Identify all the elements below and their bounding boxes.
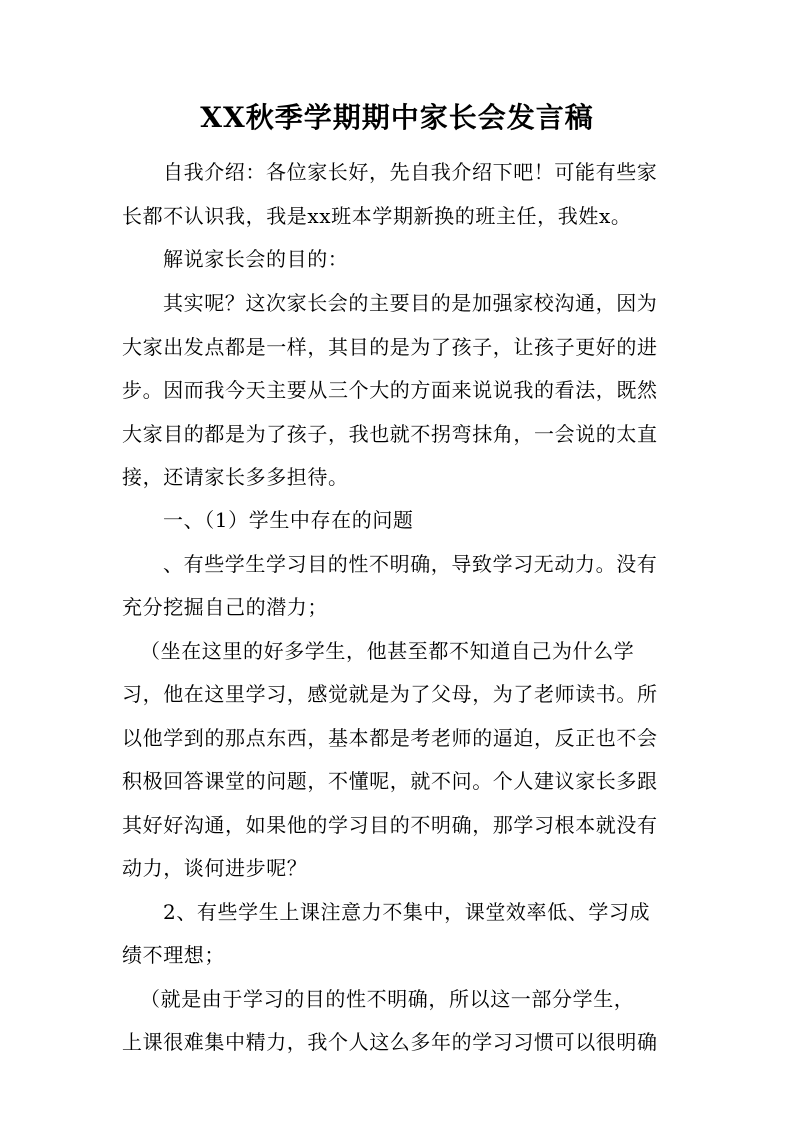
paragraph-line: （坐在这里的好多学生，他甚至都不知道自己为什么学 <box>140 639 635 663</box>
page-title: XX秋季学期期中家长会发言稿 <box>200 101 594 134</box>
paragraph-line: 大家目的都是为了孩子，我也就不拐弯抹角，一会说的太直 <box>122 422 658 446</box>
paragraph-line: 其好好沟通，如果他的学习目的不明确，那学习根本就没有 <box>122 813 658 837</box>
paragraph-line: 自我介绍：各位家长好，先自我介绍下吧！可能有些家 <box>163 160 658 184</box>
paragraph-line: 2、有些学生上课注意力不集中，课堂效率低、学习成 <box>163 900 651 924</box>
paragraph-line: 解说家长会的目的： <box>163 247 349 271</box>
paragraph-line: 积极回答课堂的问题，不懂呢，就不问。个人建议家长多跟 <box>122 769 658 793</box>
paragraph-line: 、有些学生学习目的性不明确，导致学习无动力。没有 <box>163 552 658 576</box>
paragraph-line: 习，他在这里学习，感觉就是为了父母，为了老师读书。所 <box>122 682 658 706</box>
paragraph-line: 步。因而我今天主要从三个大的方面来说说我的看法，既然 <box>122 378 658 402</box>
paragraph-line: 动力，谈何进步呢？ <box>122 856 308 880</box>
paragraph-line: 长都不认识我，我是xx班本学期新换的班主任，我姓x。 <box>122 204 632 228</box>
paragraph-line: 其实呢？这次家长会的主要目的是加强家校沟通，因为 <box>163 291 658 315</box>
paragraph-line: 上课很难集中精力，我个人这么多年的学习习惯可以很明确 <box>122 1030 658 1054</box>
paragraph-line: （就是由于学习的目的性不明确，所以这一部分学生， <box>140 987 635 1011</box>
paragraph-line: 以他学到的那点东西，基本都是考老师的逼迫，反正也不会 <box>122 726 658 750</box>
paragraph-line: 绩不理想； <box>122 943 225 967</box>
paragraph-line: 大家出发点都是一样，其目的是为了孩子，让孩子更好的进 <box>122 335 658 359</box>
paragraph-line: 接，还请家长多多担待。 <box>122 465 349 489</box>
section-heading: 一、（1）学生中存在的问题 <box>163 508 414 532</box>
paragraph-line: 充分挖掘自己的潜力； <box>122 595 328 619</box>
